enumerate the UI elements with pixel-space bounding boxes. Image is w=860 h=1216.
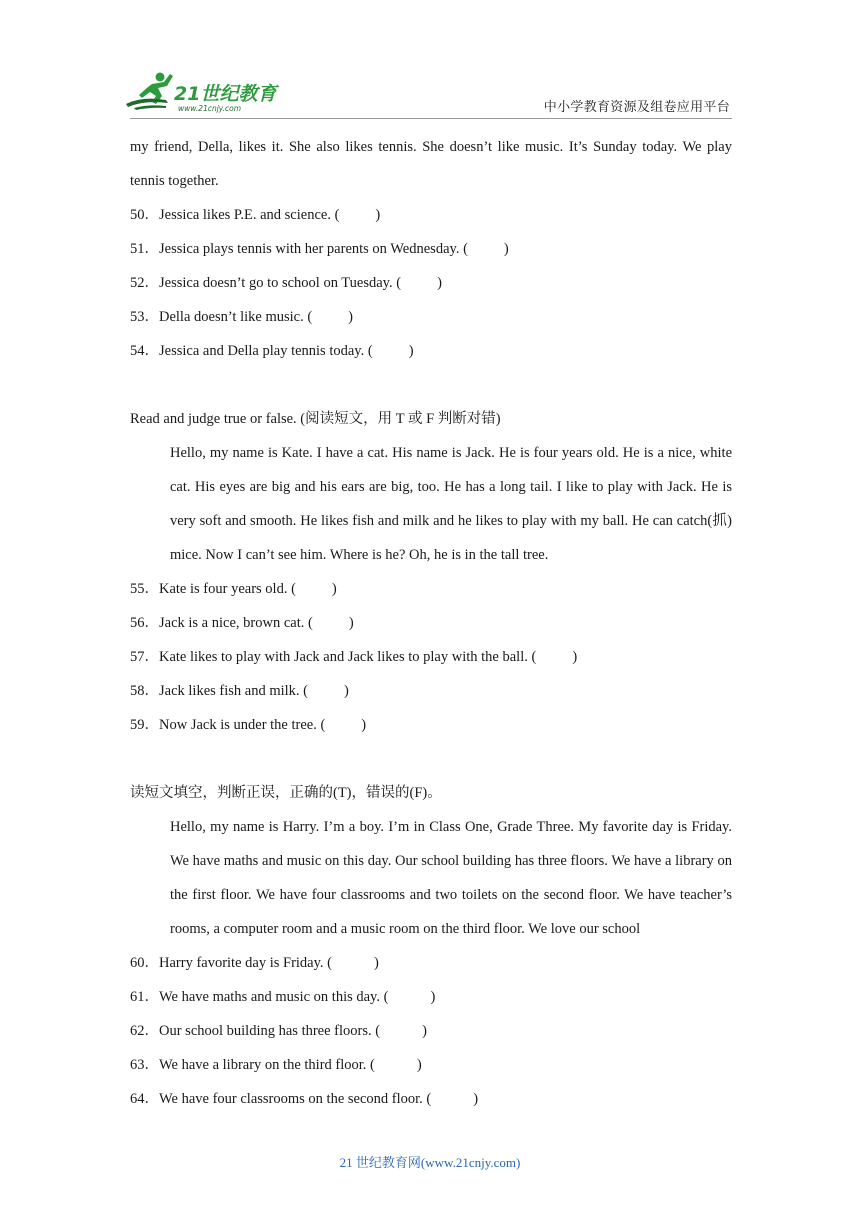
header-platform-text: 中小学教育资源及组卷应用平台 [543, 99, 730, 114]
answer-close-paren: ) [473, 1091, 479, 1107]
question-text: Jessica likes P.E. and science. ( [159, 207, 340, 223]
question-57 [130, 640, 732, 674]
site-logo [122, 70, 292, 114]
question-55 [130, 572, 732, 606]
answer-close-paren: ) [430, 989, 436, 1005]
answer-close-paren: ) [437, 275, 442, 291]
question-number: 58． [130, 683, 159, 699]
worksheet-content [130, 130, 732, 1116]
question-text: Our school building has three floors. ( [159, 1023, 381, 1039]
question-number: 62． [130, 1023, 159, 1039]
question-text: Harry favorite day is Friday. ( [159, 955, 333, 971]
question-text: Kate is four years old. ( [159, 581, 296, 597]
passage-continuation: my friend, Della, likes it. She also likes tennis. She doesn’t like music. It’s Sunday today. We play tennis together. [130, 139, 732, 189]
question-number: 51． [130, 241, 159, 257]
page-footer[interactable]: 21 世纪教育网(www.21cnjy.com) [339, 1155, 521, 1170]
question-text: Jack is a nice, brown cat. ( [159, 615, 313, 631]
question-number: 56． [130, 615, 159, 631]
question-text: We have a library on the third floor. ( [159, 1057, 375, 1073]
reading-passage [130, 436, 732, 572]
question-number: 54． [130, 343, 159, 359]
reading-passage [130, 810, 732, 946]
answer-close-paren: ) [503, 241, 509, 257]
passage-text: Hello, my name is Kate. I have a cat. His name is Jack. He is four years old. He is a nice, white cat. His eyes are big and his ears are big, too. He has a long tail. I like to play with Jack. He is very soft and smooth. He likes fish and milk and he likes to play with my ball. He can catch(抓) mice. Now I can’t see him. Where is he? Oh, he is in the tall tree. [170, 445, 732, 563]
question-58 [130, 674, 732, 708]
answer-close-paren: ) [344, 683, 349, 699]
question-text: We have maths and music on this day. ( [159, 989, 389, 1005]
question-text: Jessica doesn’t go to school on Tuesday. ( [159, 275, 402, 291]
answer-close-paren: ) [422, 1023, 427, 1039]
page-header [0, 0, 860, 125]
answer-close-paren: ) [416, 1057, 422, 1073]
question-number: 57． [130, 649, 159, 665]
section-title: Read and judge true or false. (阅读短文，用 T 或 F 判断对错) [130, 411, 501, 427]
answer-close-paren: ) [361, 717, 367, 733]
answer-close-paren: ) [374, 955, 379, 971]
section-title: 读短文填空，判断正误，正确的(T)，错误的(F)。 [130, 785, 442, 801]
question-number: 64． [130, 1091, 159, 1107]
question-50 [130, 198, 732, 232]
question-text: Now Jack is under the tree. ( [159, 717, 326, 733]
question-number: 52． [130, 275, 159, 291]
question-62 [130, 1014, 732, 1048]
question-52 [130, 266, 732, 300]
question-64 [130, 1082, 732, 1116]
header-divider [130, 118, 732, 119]
question-56 [130, 606, 732, 640]
question-text: Della doesn’t like music. ( [159, 309, 313, 325]
question-number: 59． [130, 717, 159, 733]
answer-close-paren: ) [348, 309, 353, 325]
question-text: Jack likes fish and milk. ( [159, 683, 309, 699]
answer-close-paren: ) [408, 343, 414, 359]
question-text: Jessica plays tennis with her parents on Wednesday. ( [159, 241, 468, 257]
answer-close-paren: ) [331, 581, 337, 597]
question-54 [130, 334, 732, 368]
question-text: Jessica and Della play tennis today. ( [159, 343, 373, 359]
answer-close-paren: ) [375, 207, 381, 223]
section-spacer [130, 742, 732, 776]
runner-logo-icon [122, 70, 292, 114]
question-51 [130, 232, 732, 266]
question-number: 55． [130, 581, 159, 597]
question-text: We have four classrooms on the second floor. ( [159, 1091, 432, 1107]
question-53 [130, 300, 732, 334]
question-number: 61． [130, 989, 159, 1005]
passage-text: Hello, my name is Harry. I’m a boy. I’m in Class One, Grade Three. My favorite day is Friday. We have maths and music on this day. Our school building has three floors. We have a library on the first floor. We have four classrooms and two toilets on the second floor. We have teacher’s rooms, a computer room and a music room on the third floor. We love our school [170, 819, 732, 937]
question-61 [130, 980, 732, 1014]
question-number: 63． [130, 1057, 159, 1073]
answer-close-paren: ) [572, 649, 578, 665]
svg-text:21世纪教育: 21世纪教育 [174, 83, 277, 105]
question-number: 53． [130, 309, 159, 325]
answer-close-paren: ) [348, 615, 354, 631]
question-60 [130, 946, 732, 980]
question-63 [130, 1048, 732, 1082]
question-59 [130, 708, 732, 742]
svg-text:www.21cnjy.com: www.21cnjy.com [178, 104, 242, 113]
question-number: 50． [130, 207, 159, 223]
question-text: Kate likes to play with Jack and Jack likes to play with the ball. ( [159, 649, 537, 665]
section-spacer [130, 368, 732, 402]
question-number: 60． [130, 955, 159, 971]
